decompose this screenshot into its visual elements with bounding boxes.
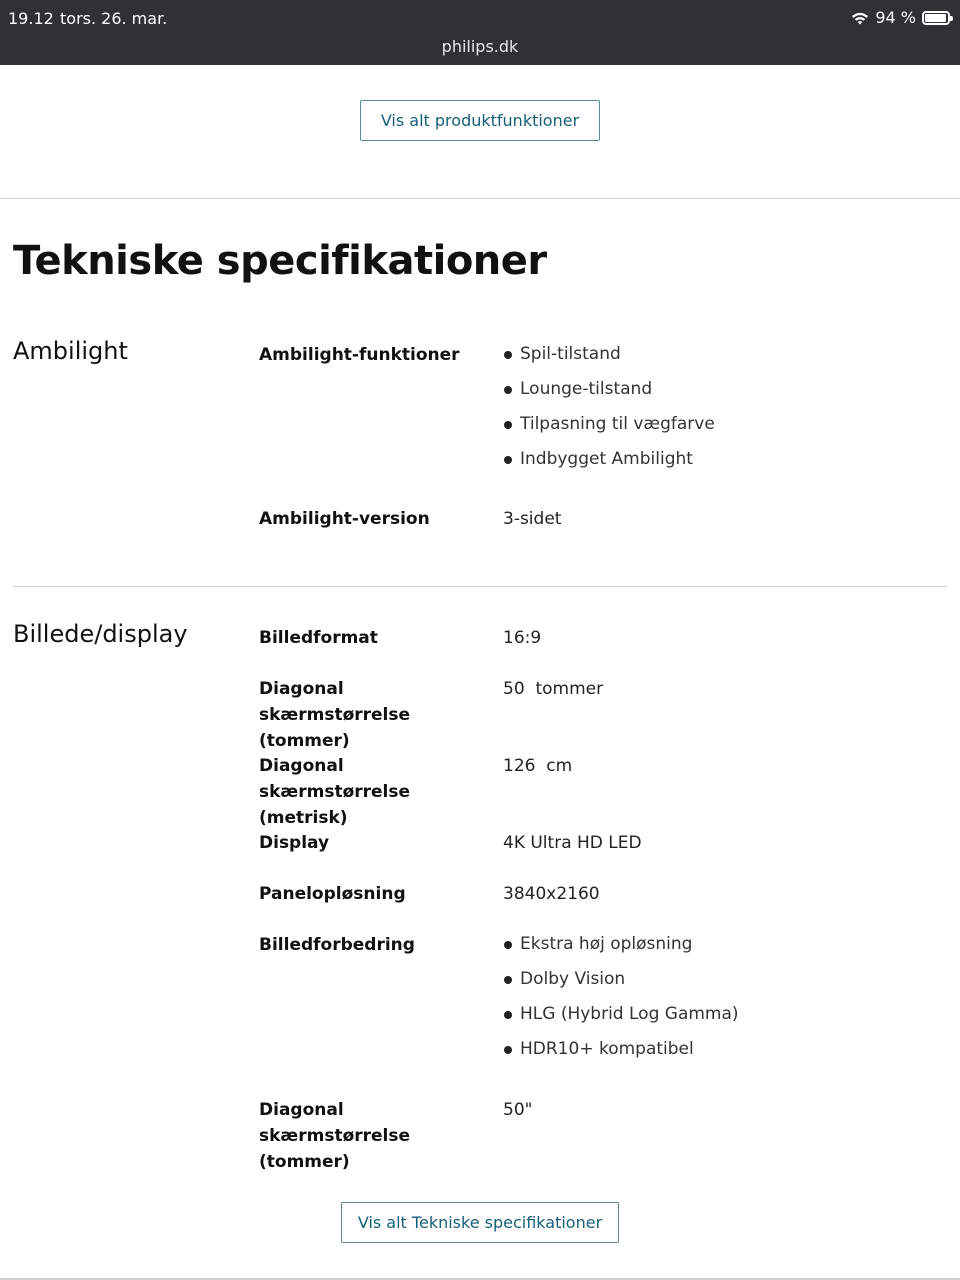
spec-label: Ambilight-funktioner [259, 345, 460, 365]
browser-status-bar [0, 0, 960, 65]
section-title-display: Billede/display [13, 620, 188, 648]
list-item: Indbygget Ambilight [503, 442, 715, 477]
spec-label: Billedforbedring [259, 935, 415, 955]
spec-value: 16:9 [503, 628, 542, 648]
spec-label: Diagonal skærmstørrelse (metrisk) [259, 756, 411, 828]
spec-label: Diagonal skærmstørrelse (tommer) [259, 679, 411, 751]
spec-value: 3-sidet [503, 509, 562, 529]
spec-value: 50" [503, 1100, 533, 1120]
list-item: Spil-tilstand [503, 337, 715, 372]
battery-icon [922, 11, 950, 25]
wifi-icon [851, 11, 869, 25]
spec-label: Display [259, 833, 330, 853]
url-bar[interactable]: philips.dk [441, 37, 519, 56]
spec-value: 3840x2160 [503, 884, 600, 904]
spec-label: Panelopløsning [259, 884, 406, 904]
spec-value: 126 cm [503, 756, 573, 776]
section-divider [13, 586, 947, 587]
spec-value: 4K Ultra HD LED [503, 833, 642, 853]
page-title: Tekniske specifikationer [13, 238, 547, 284]
picture-enhancement-list [503, 927, 739, 1067]
list-item: Ekstra høj opløsning [503, 927, 739, 962]
list-item: HDR10+ kompatibel [503, 1032, 739, 1067]
spec-label: Ambilight-version [259, 509, 430, 529]
battery-percent: 94 % [875, 8, 916, 27]
status-indicators [851, 8, 950, 27]
spec-value: 50 tommer [503, 679, 604, 699]
divider [0, 198, 960, 199]
clock: 19.12 [8, 9, 54, 28]
list-item: Tilpasning til vægfarve [503, 407, 715, 442]
list-item: Dolby Vision [503, 962, 739, 997]
spec-label: Diagonal skærmstørrelse (tommer) [259, 1100, 411, 1172]
section-title-ambilight: Ambilight [13, 337, 128, 365]
show-all-features-button[interactable]: Vis alt produktfunktioner [360, 100, 600, 141]
ambilight-functions-list [503, 337, 715, 477]
spec-label: Billedformat [259, 628, 378, 648]
show-all-specs-button[interactable]: Vis alt Tekniske specifikationer [341, 1202, 619, 1243]
list-item: HLG (Hybrid Log Gamma) [503, 997, 739, 1032]
date: tors. 26. mar. [60, 9, 168, 28]
list-item: Lounge-tilstand [503, 372, 715, 407]
